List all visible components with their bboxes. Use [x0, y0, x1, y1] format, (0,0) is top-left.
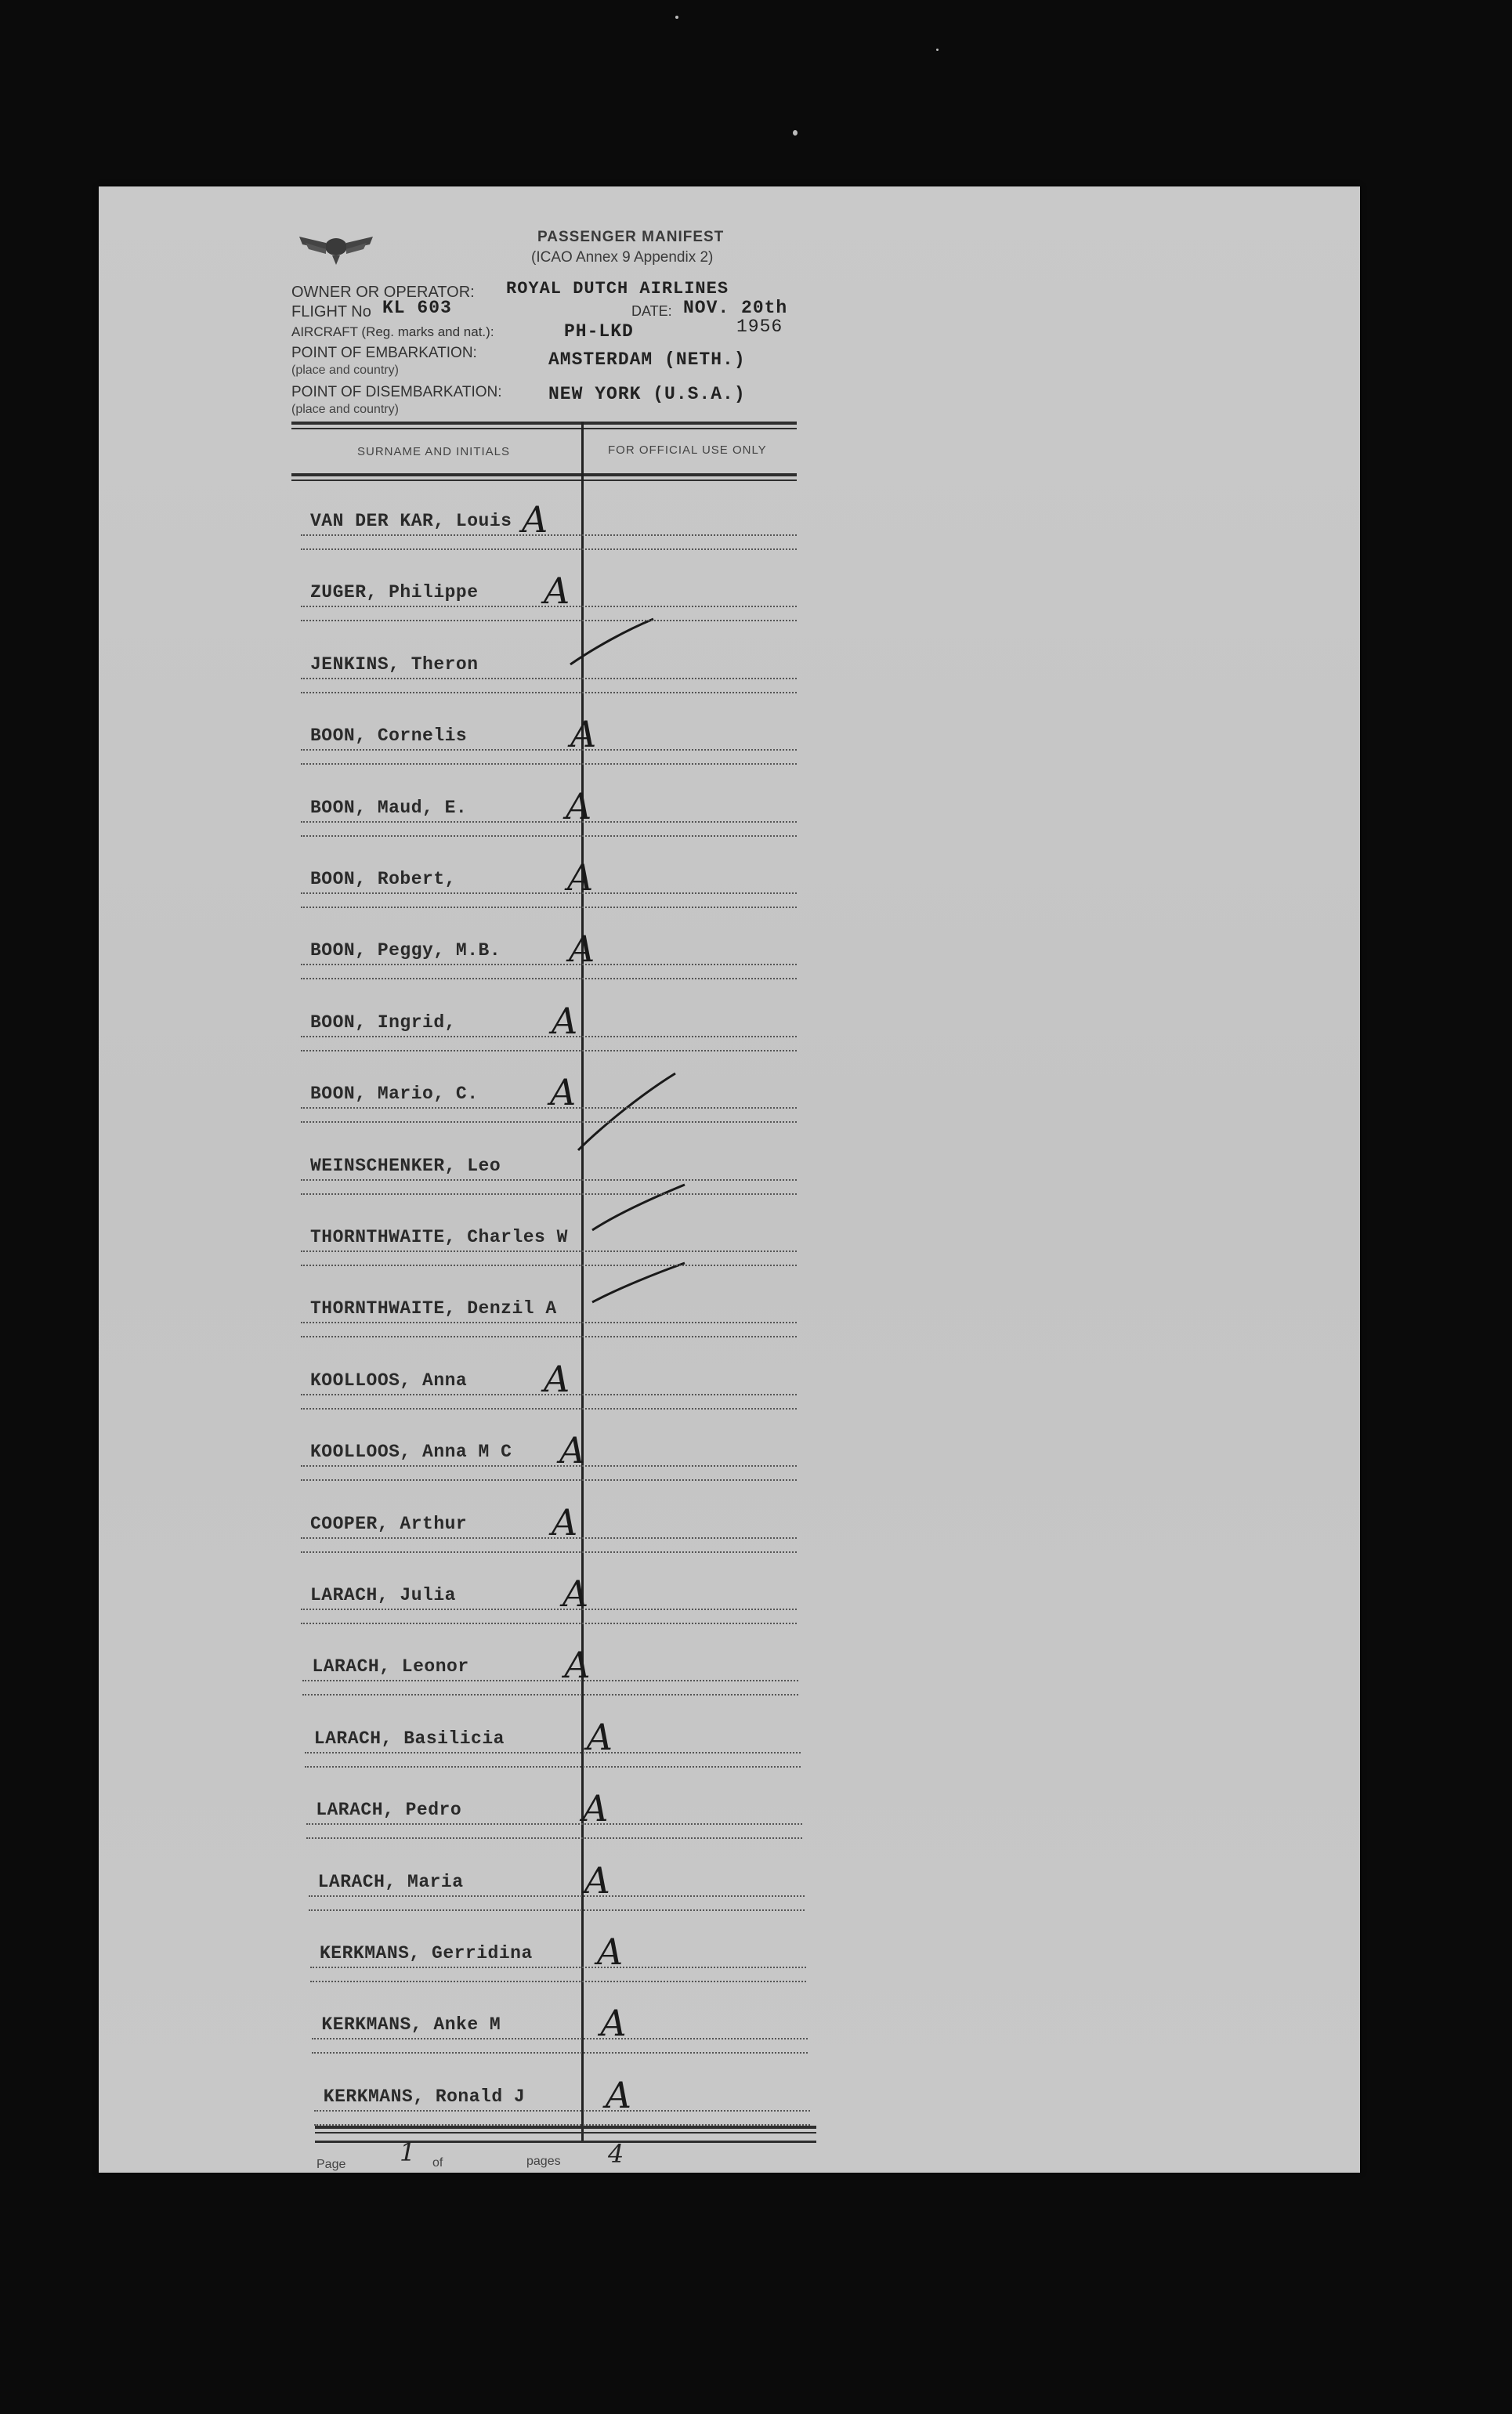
row-dotted-line [312, 2038, 808, 2039]
row-dotted-line [301, 534, 797, 536]
page-value: 1 [400, 2137, 416, 2167]
page-label: Page [317, 2158, 346, 2171]
row-dotted-line [301, 1121, 797, 1123]
passenger-mark: A [544, 570, 570, 613]
row-dotted-line [301, 1479, 797, 1481]
row-dotted-line [301, 1193, 797, 1195]
passenger-name: BOON, Maud, E. [310, 797, 468, 818]
passenger-name: KERKMANS, Anke M [321, 2014, 501, 2036]
row-dotted-line [301, 606, 797, 607]
row-dotted-line [312, 2052, 808, 2054]
passenger-mark: A [544, 1357, 570, 1400]
passenger-row [301, 1913, 806, 1985]
passenger-name: LARACH, Basilicia [313, 1728, 505, 1749]
pages-value: 4 [608, 2139, 624, 2169]
date-label: DATE: [631, 303, 672, 319]
film-speck [675, 16, 678, 19]
passenger-name: THORNTHWAITE, Denzil A [310, 1298, 557, 1319]
passenger-mark: A [566, 784, 592, 827]
passenger-name: VAN DER KAR, Louis [310, 511, 512, 531]
passenger-name: LARACH, Maria [317, 1871, 464, 1892]
passenger-row [291, 910, 797, 982]
row-dotted-line [301, 678, 797, 679]
passenger-mark: A [570, 713, 597, 756]
column-header-rule [291, 473, 797, 476]
row-dotted-line [310, 1967, 806, 1968]
passenger-row [291, 1197, 797, 1269]
passenger-mark: A [584, 1858, 610, 1902]
passenger-row [291, 983, 797, 1054]
passenger-row [291, 552, 797, 624]
row-dotted-line [301, 964, 797, 965]
passenger-mark: A [600, 2002, 627, 2045]
passenger-row [291, 1555, 797, 1627]
row-dotted-line [301, 692, 797, 693]
passenger-mark: A [552, 999, 578, 1042]
row-dotted-line [301, 1036, 797, 1037]
passenger-name: BOON, Mario, C. [310, 1084, 479, 1105]
passenger-mark: A [550, 1071, 577, 1114]
row-dotted-line [305, 1752, 801, 1753]
row-dotted-line [301, 1623, 797, 1624]
passenger-mark: A [559, 1429, 586, 1472]
manifest-title: PASSENGER MANIFEST [537, 229, 725, 245]
passenger-row [291, 1412, 797, 1483]
passenger-mark: A [564, 1644, 591, 1687]
passenger-mark: A [567, 856, 594, 899]
manifest-subtitle: (ICAO Annex 9 Appendix 2) [531, 249, 714, 266]
row-dotted-line [305, 1766, 801, 1768]
row-dotted-line [314, 2124, 810, 2126]
row-dotted-line [301, 1394, 797, 1395]
embarkation-note: (place and country) [291, 364, 399, 377]
passenger-row [291, 1054, 797, 1125]
row-dotted-line [301, 763, 797, 765]
passenger-mark: A [569, 928, 595, 971]
embarkation-label: POINT OF EMBARKATION: [291, 345, 477, 361]
passenger-name: KERKMANS, Ronald J [323, 2086, 526, 2107]
passenger-name: BOON, Peggy, M.B. [310, 940, 501, 961]
date-value: NOV. 20th [683, 298, 788, 318]
surname-column-header: SURNAME AND INITIALS [357, 445, 511, 458]
year-value: 1956 [736, 317, 783, 337]
passenger-name: ZUGER, Philippe [310, 582, 479, 603]
of-label: of [432, 2156, 443, 2170]
row-dotted-line [301, 892, 797, 894]
row-dotted-line [301, 835, 797, 837]
passenger-row [291, 1269, 797, 1340]
header-rule [291, 422, 797, 425]
passenger-row [291, 1341, 797, 1412]
passenger-row [291, 624, 797, 696]
aircraft-value: PH-LKD [564, 321, 634, 342]
passenger-mark: A [562, 1573, 589, 1615]
row-dotted-line [301, 907, 797, 908]
passenger-name: LARACH, Pedro [316, 1800, 462, 1821]
row-dotted-line [301, 1336, 797, 1337]
header-rule-thin [291, 428, 797, 429]
passenger-mark: A [582, 1787, 609, 1830]
passenger-mark: A [605, 2073, 632, 2116]
disembarkation-label: POINT OF DISEMBARKATION: [291, 384, 502, 400]
aircraft-label: AIRCRAFT (Reg. marks and nat.): [291, 324, 494, 339]
film-speck [936, 49, 939, 51]
row-dotted-line [309, 1909, 805, 1911]
row-dotted-line [302, 1694, 798, 1696]
row-dotted-line [306, 1823, 802, 1825]
embarkation-value: AMSTERDAM (NETH.) [548, 349, 746, 370]
passenger-row [297, 1770, 802, 1841]
row-dotted-line [301, 1551, 797, 1553]
passenger-row [291, 768, 797, 839]
passenger-row [291, 481, 797, 552]
passenger-name: KOOLLOOS, Anna M C [310, 1442, 512, 1463]
row-dotted-line [301, 1179, 797, 1181]
flight-label: FLIGHT No [291, 303, 371, 320]
row-dotted-line [301, 821, 797, 823]
row-dotted-line [314, 2110, 810, 2112]
airline-logo-icon [298, 226, 374, 268]
owner-label: OWNER OR OPERATOR: [291, 284, 475, 301]
passenger-name: LARACH, Julia [310, 1585, 456, 1605]
row-dotted-line [306, 1837, 802, 1839]
disembarkation-note: (place and country) [291, 403, 399, 416]
passenger-row [293, 1627, 798, 1698]
row-dotted-line [310, 1981, 806, 1982]
passenger-name: LARACH, Leonor [312, 1656, 469, 1677]
row-dotted-line [301, 1107, 797, 1109]
row-dotted-line [301, 548, 797, 550]
flight-value: KL 603 [382, 298, 452, 318]
passenger-mark: A [552, 1500, 578, 1544]
passenger-name: JENKINS, Theron [310, 653, 479, 675]
row-dotted-line [301, 978, 797, 979]
row-dotted-line [301, 1322, 797, 1323]
row-dotted-line [302, 1680, 798, 1681]
row-dotted-line [301, 1265, 797, 1266]
passenger-name: BOON, Robert, [310, 869, 456, 889]
row-dotted-line [301, 1537, 797, 1539]
passenger-name: KERKMANS, Gerridina [320, 1943, 533, 1963]
passenger-name: BOON, Ingrid, [310, 1012, 456, 1033]
passenger-row [302, 1985, 808, 2056]
passenger-row [291, 696, 797, 767]
passenger-name: COOPER, Arthur [310, 1513, 468, 1534]
row-dotted-line [301, 620, 797, 621]
passenger-name: THORNTHWAITE, Charles W [310, 1227, 568, 1247]
passenger-row [299, 1842, 805, 1913]
passenger-name: BOON, Cornelis [310, 726, 468, 747]
row-dotted-line [301, 1050, 797, 1051]
passenger-mark: A [597, 1931, 624, 1973]
row-dotted-line [301, 1609, 797, 1610]
footer-rule-thin [315, 2132, 816, 2134]
row-dotted-line [301, 749, 797, 751]
passenger-row [305, 2057, 810, 2128]
passenger-row [291, 1484, 797, 1555]
passenger-mark: A [586, 1715, 613, 1758]
owner-value: ROYAL DUTCH AIRLINES [506, 279, 729, 299]
row-dotted-line [301, 1465, 797, 1467]
row-dotted-line [301, 1250, 797, 1252]
passenger-row [291, 1126, 797, 1197]
row-dotted-line [301, 1408, 797, 1410]
passenger-name: WEINSCHENKER, Leo [310, 1155, 501, 1176]
footer-rule-second [315, 2141, 816, 2143]
passenger-row [291, 839, 797, 910]
passenger-mark: A [522, 498, 548, 541]
row-dotted-line [309, 1895, 805, 1897]
disembarkation-value: NEW YORK (U.S.A.) [548, 384, 746, 404]
passenger-name: KOOLLOOS, Anna [310, 1370, 468, 1391]
pages-label: pages [526, 2155, 561, 2168]
film-speck [793, 130, 798, 136]
official-column-header: FOR OFFICIAL USE ONLY [608, 443, 767, 457]
passenger-row [295, 1699, 801, 1770]
